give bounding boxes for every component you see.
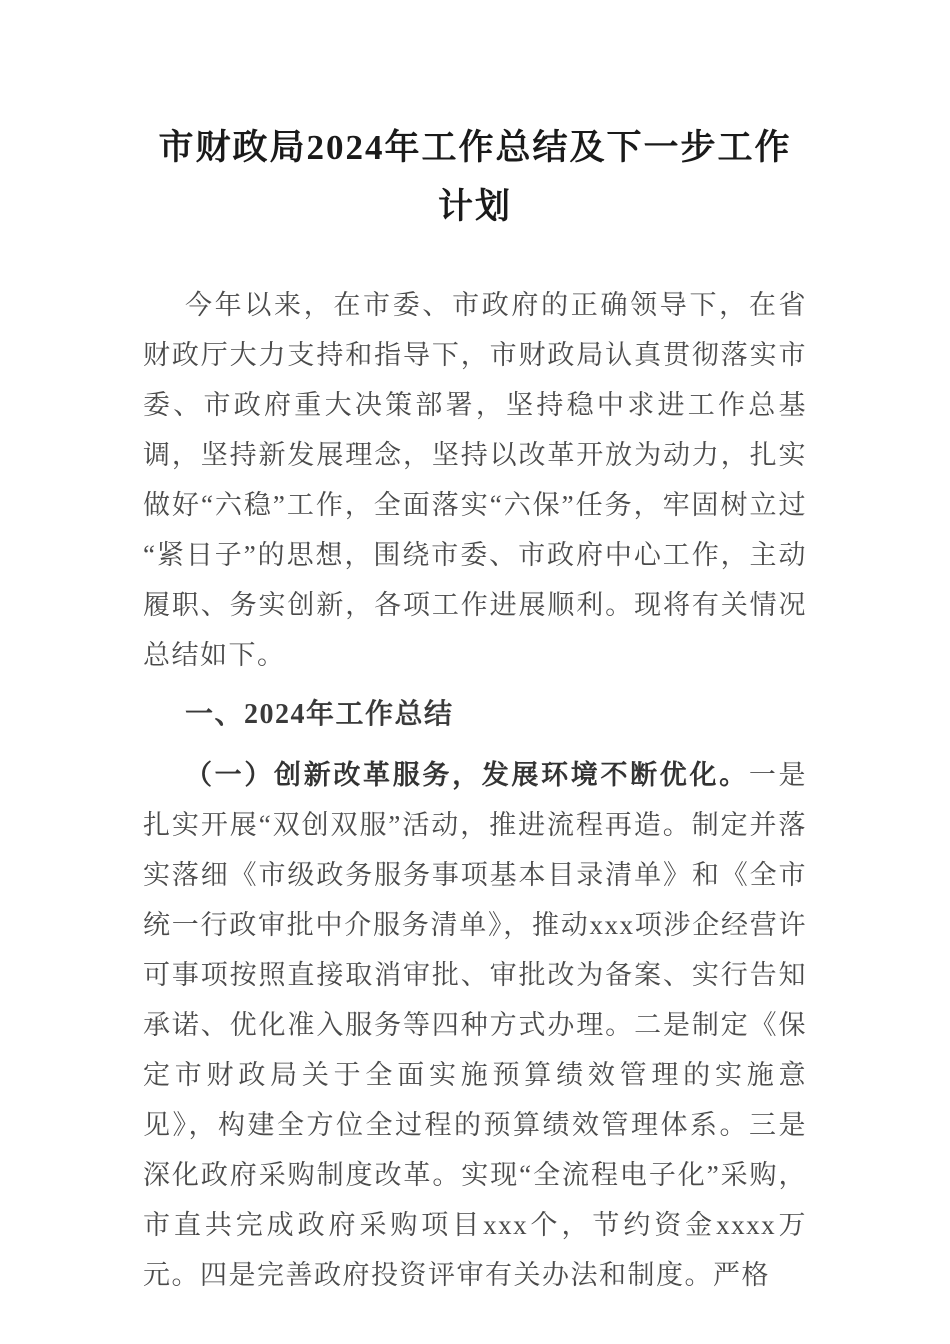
subsection-1-body: 一是扎实开展“双创双服”活动，推进流程再造。制定并落实落细《市级政务服务事项基本目录清单》和《全市统一行政审批中介服务清单》，推动xxx项涉企经营许可事项按照直接取消审批、审批改为备案、实行告知承诺、优化准入服务等四种方式办理。二是制定《保定市财政局关于全面实施预算绩效管理的实施意见》，构建全方位全过程的预算绩效管理体系。三是深化政府采购制度改革。实现“全流程电子化”采购，市直共完成政府采购项目xxx个，节约资金xxxx万元。四是完善政府投资评审有关办法和制度。严格: [143, 760, 808, 1290]
intro-paragraph: 今年以来，在市委、市政府的正确领导下，在省财政厅大力支持和指导下，市财政局认真贯彻落实市委、市政府重大决策部署，坚持稳中求进工作总基调，坚持新发展理念，坚持以改革开放为动力，扎实做好“六稳”工作，全面落实“六保”任务，牢固树立过“紧日子”的思想，围绕市委、市政府中心工作，主动履职、务实创新，各项工作进展顺利。现将有关情况总结如下。: [143, 290, 807, 670]
section-1-heading: 一、2024年工作总结: [185, 699, 454, 730]
document-title: 市财政局2024年工作总结及下一步工作计划: [158, 128, 792, 226]
subsection-1-paragraph: [143, 750, 807, 1300]
subsection-1-lead: （一）创新改革服务，发展环境不断优化。: [185, 760, 749, 790]
